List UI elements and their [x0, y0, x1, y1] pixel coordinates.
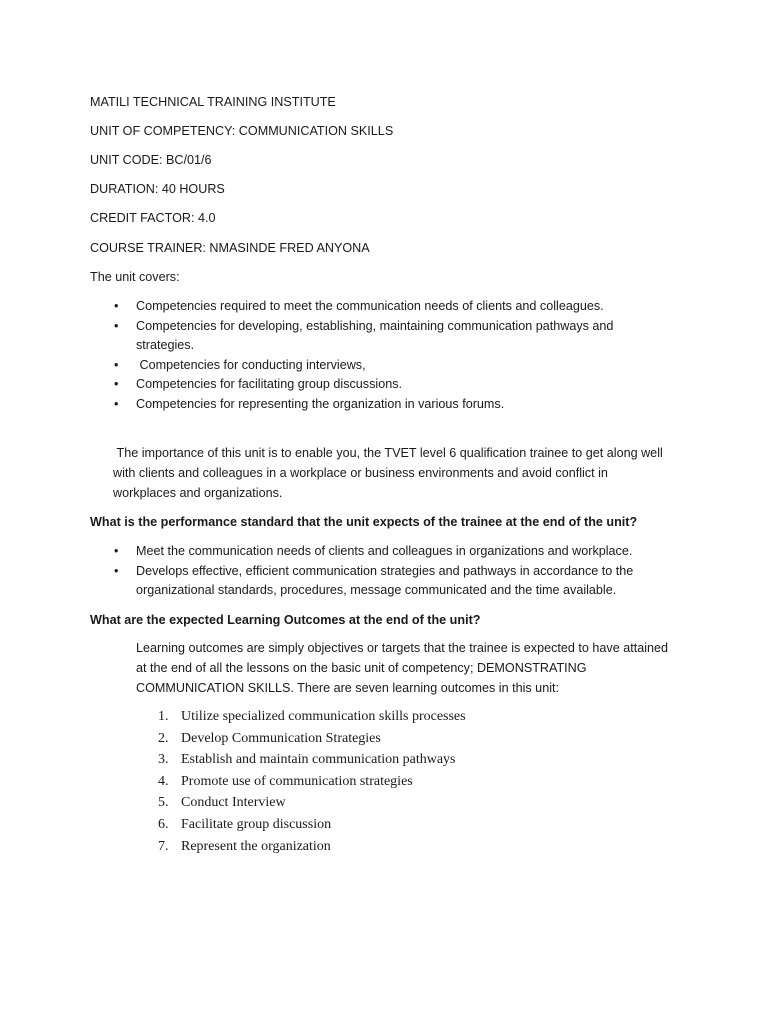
list-item: [0, 297, 768, 317]
credit-factor: CREDIT FACTOR: 4.0: [90, 211, 216, 225]
list-item-text: Competencies for developing, establishing, maintaining communication pathways and strategies.: [136, 318, 614, 353]
list-item-text: Meet the communication needs of clients and colleagues in organizations and workplace.: [136, 544, 633, 558]
list-item-text: Competencies for conducting interviews,: [136, 357, 366, 372]
performance-standard-heading: What is the performance standard that the unit expects of the trainee at the end of the unit?: [90, 515, 638, 529]
list-item: [0, 375, 768, 395]
list-number: 2.: [158, 730, 169, 746]
bullet-icon: •: [114, 318, 119, 333]
list-number: 4.: [158, 773, 169, 789]
list-item-text: Promote use of communication strategies: [181, 773, 413, 789]
list-number: 3.: [158, 752, 169, 768]
bullet-icon: •: [114, 544, 119, 558]
list-item-text: Represent the organization: [181, 838, 331, 854]
importance-paragraph: The importance of this unit is to enable you, the TVET level 6 qualification trainee to get along well with clients and colleagues in a workplace or business environments and avoid conflict in workplaces and organizations.: [113, 446, 667, 500]
duration: DURATION: 40 HOURS: [90, 182, 225, 196]
list-number: 1.: [158, 709, 169, 724]
bullet-icon: •: [114, 377, 119, 392]
list-item-text: Develop Communication Strategies: [181, 730, 381, 746]
list-item-text: Competencies for facilitating group discussions.: [136, 377, 402, 392]
unit-covers-list: [0, 297, 768, 415]
list-item: [0, 542, 768, 562]
bullet-icon: •: [114, 357, 119, 372]
list-number: 6.: [158, 816, 169, 832]
institute-name: MATILI TECHNICAL TRAINING INSTITUTE: [90, 95, 336, 109]
list-item-text: Facilitate group discussion: [181, 816, 332, 832]
unit-code: UNIT CODE: BC/01/6: [90, 153, 212, 167]
list-item-text: Develops effective, efficient communication strategies and pathways in accordance to the organizational standards, procedures, message communicated and the time available.: [136, 563, 634, 598]
list-item: [0, 395, 768, 415]
list-item-text: Conduct Interview: [181, 795, 286, 811]
unit-of-competency: UNIT OF COMPETENCY: COMMUNICATION SKILLS: [90, 124, 394, 138]
list-number: 5.: [158, 795, 169, 811]
performance-standard-list: [0, 542, 768, 601]
bullet-icon: •: [114, 563, 119, 578]
list-item-text: Competencies required to meet the communication needs of clients and colleagues.: [136, 299, 604, 313]
bullet-icon: •: [114, 396, 119, 411]
list-item: [0, 562, 768, 601]
list-item-text: Establish and maintain communication pathways: [181, 752, 456, 768]
list-item: [0, 317, 768, 356]
learning-outcomes-heading: What are the expected Learning Outcomes at the end of the unit?: [90, 613, 481, 627]
unit-covers-intro: The unit covers:: [90, 270, 180, 284]
course-trainer: COURSE TRAINER: NMASINDE FRED ANYONA: [90, 241, 370, 255]
learning-outcomes-intro: Learning outcomes are simply objectives or targets that the trainee is expected to have attained at the end of all the lessons on the basic unit of competency; DEMONSTRATING COMMUNICATION SKILLS. There are seven learning outcomes in this unit:: [136, 641, 669, 695]
list-item-text: Utilize specialized communication skills processes: [181, 709, 466, 724]
list-item: [0, 356, 768, 376]
list-item-text: Competencies for representing the organization in various forums.: [136, 396, 505, 411]
bullet-icon: •: [114, 299, 119, 313]
list-number: 7.: [158, 838, 169, 854]
